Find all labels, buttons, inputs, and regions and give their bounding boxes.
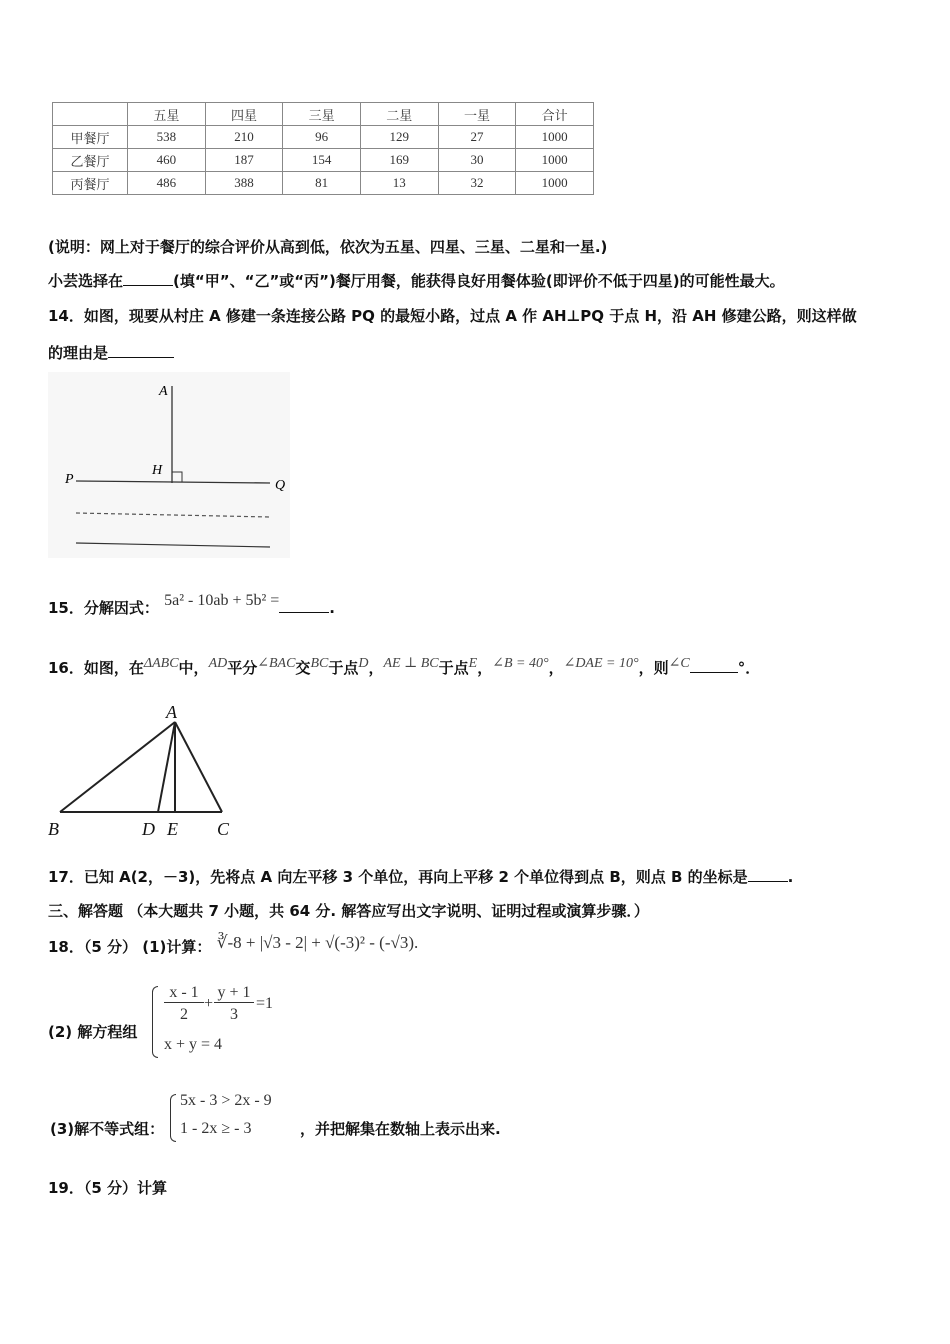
q16-math: ∠DAE = 10° [563, 656, 639, 671]
table-cell: 丙餐厅 [53, 172, 128, 195]
q13-text-b: (填“甲”、“乙”或“丙”)餐厅用餐，能获得良好用餐体验(即评价不低于四星)的可能性最大。 [173, 272, 785, 290]
q16-text: 平分 [227, 659, 258, 677]
table-cell: 129 [360, 126, 438, 149]
q16-triangle-figure [44, 700, 244, 840]
q14-text: 的理由是 [48, 344, 109, 362]
q14-answer-blank [108, 343, 174, 358]
table-cell: 96 [283, 126, 361, 149]
table-cell: 1000 [516, 149, 594, 172]
q15 [48, 592, 335, 618]
label-p: P [65, 472, 74, 487]
table-cell: 460 [128, 149, 206, 172]
q16-math: D [358, 656, 369, 671]
label-a: A [159, 384, 168, 399]
q16-text: °． [737, 659, 761, 677]
segment-ad [158, 722, 175, 812]
q19: 19．（5 分）计算 [48, 1179, 168, 1197]
inequality-2: 1 - 2x ≥ - 3 [180, 1120, 252, 1137]
table-header-cell: 四星 [205, 103, 283, 126]
q18-part1-label: 18．（5 分） (1)计算： [48, 938, 212, 956]
q18-part2-label: (2) 解方程组 [48, 1023, 138, 1041]
q18-part1-expression: ∛-8 + |√3 - 2| + √(-3)² - (-√3). [216, 933, 419, 952]
table-cell: 13 [360, 172, 438, 195]
label-a: A [166, 702, 177, 722]
table-cell: 81 [283, 172, 361, 195]
table-cell: 27 [438, 126, 516, 149]
table-header-cell: 五星 [128, 103, 206, 126]
table-cell: 甲餐厅 [53, 126, 128, 149]
equation-rhs: =1 [256, 995, 274, 1012]
q18-equation-system [152, 984, 292, 1060]
q13-text-a: 小芸选择在 [48, 272, 124, 290]
table-cell: 1000 [516, 172, 594, 195]
table-cell: 30 [438, 149, 516, 172]
q17 [48, 866, 793, 887]
q18-part3-label: (3)解不等式组： [50, 1120, 165, 1138]
table-cell: 32 [438, 172, 516, 195]
table-header-cell: 二星 [360, 103, 438, 126]
q17-text: 17．已知 A(2，－3)，先将点 A 向左平移 3 个单位，再向上平移 2 个单位得到点 B，则点 B 的坐标是 [48, 868, 748, 886]
table-header-row [53, 103, 594, 126]
table-cell: 154 [283, 149, 361, 172]
table-cell: 538 [128, 126, 206, 149]
q15-suffix: . [329, 599, 335, 617]
q13-answer-blank [123, 271, 173, 286]
figure-background [48, 372, 290, 558]
q16 [48, 657, 760, 678]
table-header-cell [53, 103, 128, 126]
brace [170, 1094, 176, 1142]
table-cell: 388 [205, 172, 283, 195]
q17-suffix: . [787, 868, 794, 886]
q16-math: ∠C [668, 656, 690, 671]
q16-text: 中， [178, 659, 209, 677]
q15-expression: 5a² - 10ab + 5b² = [164, 592, 280, 609]
section-3-heading: 三、解答题 （本大题共 7 小题，共 64 分. 解答应写出文字说明、证明过程或演算步骤．） [48, 902, 649, 920]
equation-2: x + y = 4 [164, 1036, 223, 1053]
q16-text: ，则 [638, 659, 669, 677]
brace [152, 986, 158, 1058]
q13-question [48, 270, 785, 291]
q16-math: ∠B = 40° [492, 656, 549, 671]
q18-part3-suffix: ，并把解集在数轴上表示出来. [300, 1120, 501, 1138]
q16-text: ， [477, 659, 493, 677]
label-b: B [48, 819, 59, 839]
q16-math: ∠BAC [257, 656, 296, 671]
q15-prefix: 15．分解因式： [48, 599, 159, 617]
label-d: D [142, 819, 155, 839]
q16-math: E [468, 656, 478, 671]
q17-answer-blank [748, 867, 788, 882]
table-cell: 乙餐厅 [53, 149, 128, 172]
table-cell: 1000 [516, 126, 594, 149]
label-e: E [167, 819, 178, 839]
table-header-cell: 一星 [438, 103, 516, 126]
q13-note: (说明：网上对于餐厅的综合评价从高到低，依次为五星、四星、三星、二星和一星.) [48, 238, 608, 256]
q16-math: BC [310, 656, 329, 671]
q15-answer-blank [279, 598, 329, 613]
table-header-cell: 合计 [516, 103, 594, 126]
table-row [53, 126, 594, 149]
table-cell: 169 [360, 149, 438, 172]
fraction-denominator: 2 [180, 1006, 188, 1023]
q14-figure [48, 372, 290, 558]
table-header-cell: 三星 [283, 103, 361, 126]
label-h: H [152, 463, 163, 478]
table-row [53, 172, 594, 195]
q18-part1 [48, 933, 419, 957]
q16-text: 于点 [438, 659, 469, 677]
q18-inequality-system [170, 1092, 300, 1144]
q16-text: 16．如图，在 [48, 659, 144, 677]
table-cell: 187 [205, 149, 283, 172]
table-cell: 210 [205, 126, 283, 149]
label-q: Q [275, 478, 286, 493]
fraction-numerator: x - 1 [164, 984, 204, 1003]
fraction-numerator: y + 1 [214, 984, 254, 1003]
rating-table [52, 102, 594, 195]
q16-math: ΔABC [143, 656, 179, 671]
q16-text: ， [368, 659, 384, 677]
q16-text: ， [548, 659, 564, 677]
label-c: C [217, 819, 230, 839]
q16-text: 于点 [328, 659, 359, 677]
side-ab [60, 722, 175, 812]
table-row [53, 149, 594, 172]
side-ac [175, 722, 222, 812]
q16-math: AD [208, 656, 228, 671]
q16-answer-blank [690, 658, 738, 673]
table-cell: 486 [128, 172, 206, 195]
inequality-1: 5x - 3 > 2x - 9 [180, 1092, 272, 1109]
plus-sign: + [204, 995, 214, 1012]
fraction-denominator: 3 [230, 1006, 238, 1023]
q14-line2 [48, 342, 174, 363]
q16-text: 交 [295, 659, 311, 677]
q14-line1: 14．如图，现要从村庄 A 修建一条连接公路 PQ 的最短小路，过点 A 作 AH⊥PQ 于点 H，沿 AH 修建公路，则这样做 [48, 307, 857, 325]
q16-math: AE ⊥ BC [383, 656, 439, 671]
